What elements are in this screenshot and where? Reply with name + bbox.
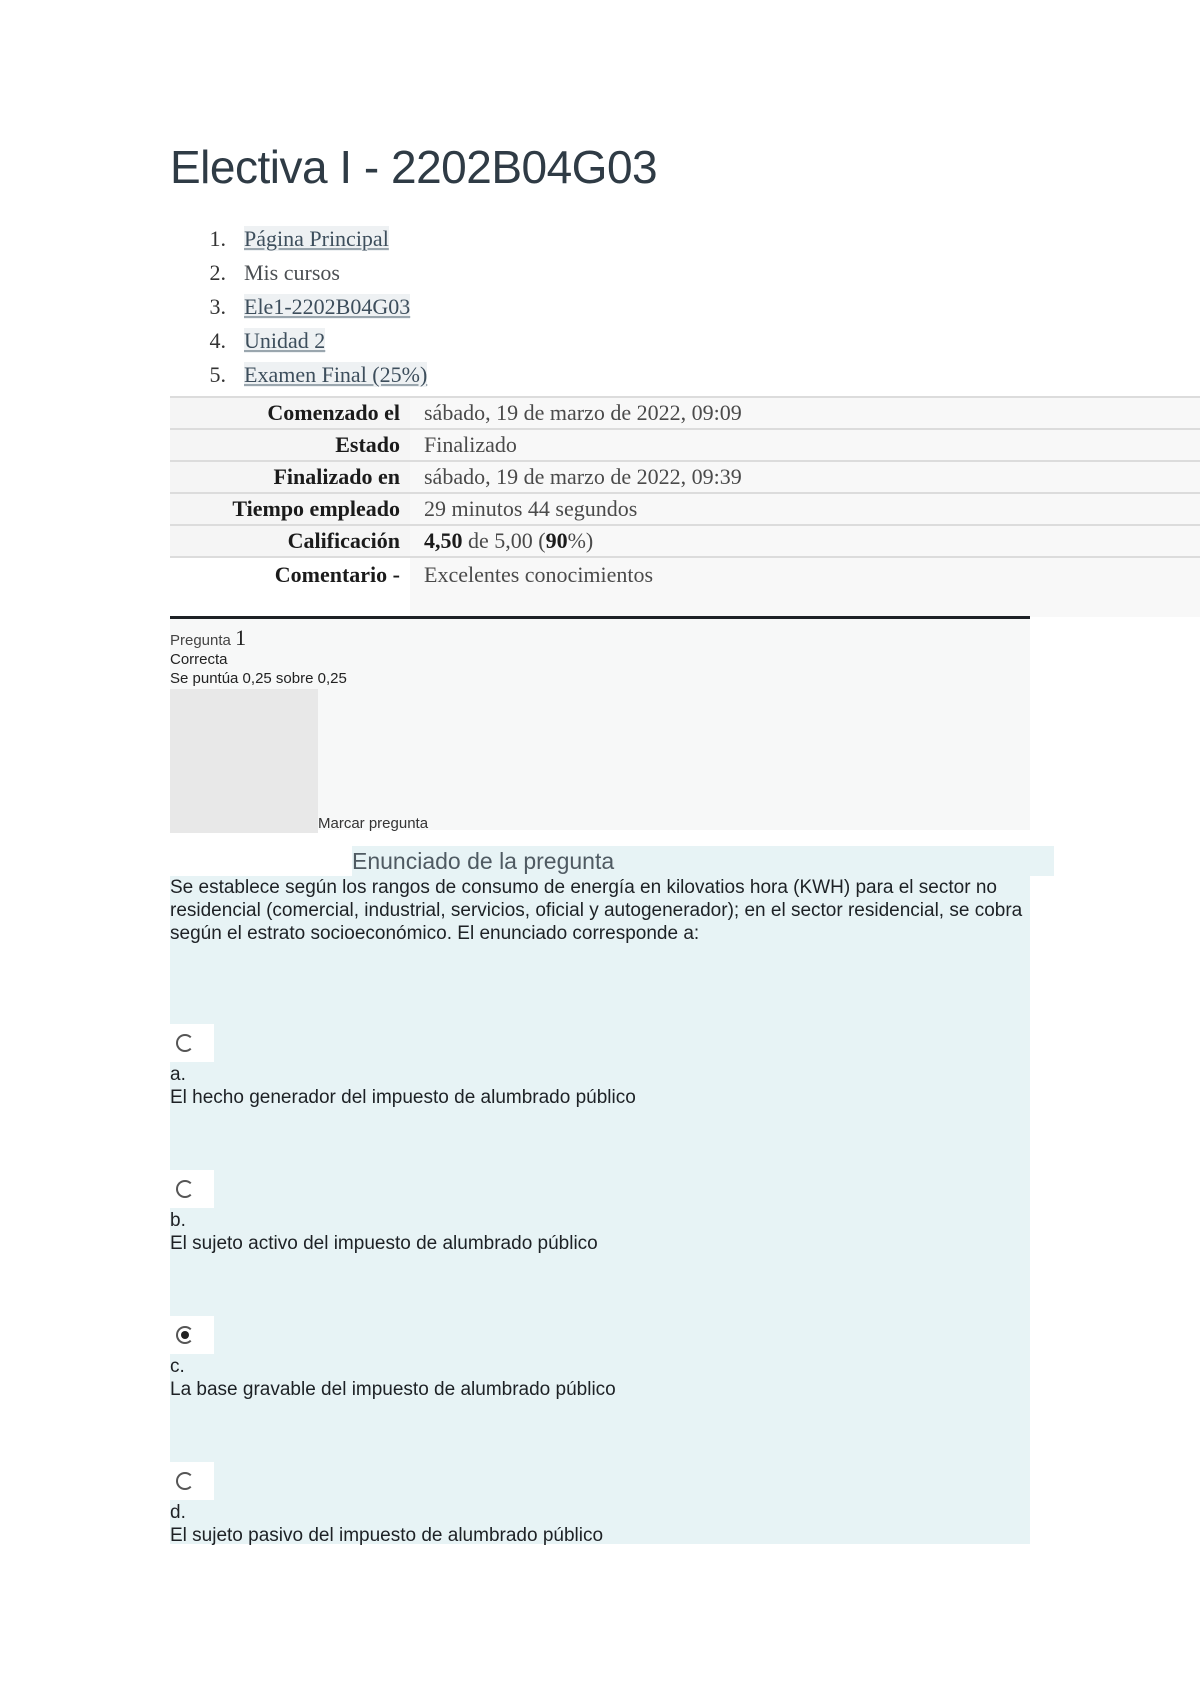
summary-row-comment — [170, 557, 1200, 617]
question-content — [170, 876, 1030, 1544]
breadcrumb-item-my-courses — [170, 256, 427, 290]
grade-of: de 5,00 ( — [462, 528, 546, 553]
answer-option-c[interactable] — [170, 1316, 1030, 1401]
summary-value: Finalizado — [410, 429, 1200, 461]
answer-option-a[interactable] — [170, 1024, 1030, 1109]
question-info-panel — [170, 616, 1030, 830]
radio-button-a[interactable] — [176, 1034, 194, 1052]
page-title: Electiva I - 2202B04G03 — [170, 141, 658, 193]
breadcrumb-number: 5. — [209, 362, 226, 387]
radio-box — [170, 1024, 214, 1062]
breadcrumb-text-my-courses: Mis cursos — [244, 260, 340, 285]
summary-row-finished — [170, 461, 1200, 493]
question-text: Se establece según los rangos de consumo de energía en kilovatios hora (KWH) para el sector no residencial (comercial, industrial, servicios, oficial y autogenerador); en el sector residencial, se cobra según el estrato socioeconómico. El enunciado corresponde a: — [170, 877, 1023, 944]
summary-label: Tiempo empleado — [170, 493, 410, 525]
breadcrumb-number: 1. — [209, 226, 226, 251]
breadcrumb-number: 4. — [209, 328, 226, 353]
breadcrumb-number: 3. — [209, 294, 226, 319]
summary-value: 29 minutos 44 segundos — [410, 493, 1200, 525]
question-number — [170, 625, 246, 651]
summary-value: sábado, 19 de marzo de 2022, 09:39 — [410, 461, 1200, 493]
answer-option-d[interactable] — [170, 1462, 1030, 1547]
question-label: Pregunta — [170, 632, 231, 649]
attempt-summary-table — [170, 396, 1200, 617]
question-number-value: 1 — [235, 625, 247, 650]
summary-label: Comenzado el — [170, 397, 410, 429]
radio-button-b[interactable] — [176, 1180, 194, 1198]
radio-button-d[interactable] — [176, 1472, 194, 1490]
option-letter: a. — [170, 1064, 186, 1085]
question-grade: Se puntúa 0,25 sobre 0,25 — [170, 670, 347, 687]
breadcrumb — [170, 222, 427, 392]
option-letter: c. — [170, 1356, 185, 1377]
summary-value — [410, 525, 1200, 557]
question-state: Correcta — [170, 651, 228, 668]
option-text: El sujeto activo del impuesto de alumbrado público — [170, 1233, 598, 1254]
radio-button-c-selected[interactable] — [176, 1326, 194, 1344]
breadcrumb-item-home — [170, 222, 427, 256]
grade-score: 4,50 — [424, 528, 463, 553]
breadcrumb-item-exam — [170, 358, 427, 392]
summary-label: Estado — [170, 429, 410, 461]
question-info-block — [170, 689, 318, 833]
grade-percent: 90 — [545, 528, 568, 553]
option-text: El hecho generador del impuesto de alumbrado público — [170, 1087, 636, 1108]
option-text: La base gravable del impuesto de alumbrado público — [170, 1379, 616, 1400]
breadcrumb-link-course[interactable]: Ele1-2202B04G03 — [244, 294, 411, 319]
summary-row-state — [170, 429, 1200, 461]
question-heading: Enunciado de la pregunta — [352, 846, 1054, 876]
summary-label: Finalizado en — [170, 461, 410, 493]
breadcrumb-item-course — [170, 290, 427, 324]
option-letter: d. — [170, 1502, 186, 1523]
summary-row-started — [170, 397, 1200, 429]
summary-label: Calificación — [170, 525, 410, 557]
flag-question-link[interactable]: Marcar pregunta — [318, 815, 429, 832]
summary-value: Excelentes conocimientos — [410, 557, 1200, 617]
summary-label: Comentario - — [170, 557, 410, 617]
radio-box — [170, 1462, 214, 1500]
radio-box — [170, 1170, 214, 1208]
radio-box — [170, 1316, 214, 1354]
breadcrumb-link-exam[interactable]: Examen Final (25%) — [244, 362, 428, 387]
summary-row-time — [170, 493, 1200, 525]
breadcrumb-link-unit[interactable]: Unidad 2 — [244, 328, 326, 353]
option-letter: b. — [170, 1210, 186, 1231]
answer-option-b[interactable] — [170, 1170, 1030, 1255]
summary-row-grade — [170, 525, 1200, 557]
grade-close: %) — [567, 528, 594, 553]
breadcrumb-number: 2. — [209, 260, 226, 285]
breadcrumb-item-unit — [170, 324, 427, 358]
option-text: El sujeto pasivo del impuesto de alumbrado público — [170, 1525, 604, 1546]
summary-value: sábado, 19 de marzo de 2022, 09:09 — [410, 397, 1200, 429]
breadcrumb-link-home[interactable]: Página Principal — [244, 226, 389, 251]
